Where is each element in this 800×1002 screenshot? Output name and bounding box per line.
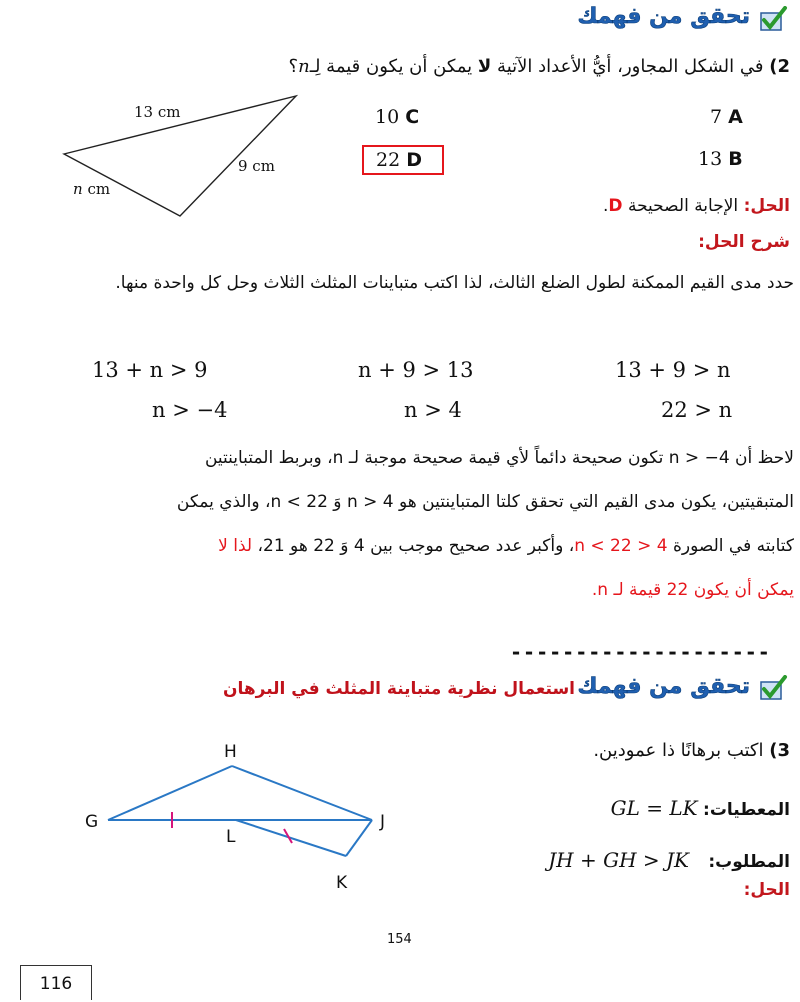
vertex-h: H [224,742,237,762]
answer-label: الحل: [743,196,790,216]
question-2 [90,56,790,77]
question-not: لا [477,56,492,77]
answer-dot: . [603,196,609,216]
question-mark: ؟ [288,56,299,77]
option-c: 10 C [375,106,420,128]
inequality-3: 13 + 9 > n [615,358,731,382]
para-line-3: كتابته في الصورة 4 < n < 22، وأكبر عدد صحيح موجب بين 4 وَ 22 هو 21، لذا لا [218,536,794,556]
para-line-1: لاحظ أن n > −4 تكون صحيحة دائماً لأي قيمة صحيحة موجبة لـ n، وبربط المتباينتين [204,448,794,468]
divider: -------------------- [510,640,771,664]
prove-value: JH + GH > JK [548,848,689,872]
prove-label: المطلوب: [708,852,790,872]
section-heading: تحقق من فهمك [577,4,750,29]
inequality-1: 13 + n > 9 [92,358,208,382]
question-var: n [298,56,310,77]
section-heading-2: تحقق من فهمك [577,674,750,699]
prove-line [548,848,790,872]
given-line [611,796,790,820]
explain-label: شرح الحل: [698,232,790,252]
checkbox-check-icon-2 [758,675,788,701]
answer-line [603,196,790,216]
explain-paragraph [4,436,794,612]
vertex-l: L [226,827,236,847]
side-label-top: 13 cm [134,103,181,121]
conclusion-highlight: لذا لا [218,536,253,556]
answer-text: الإجابة الصحيحة [627,196,739,216]
answer-letter: D [608,196,623,216]
side-label-left: n cm [73,180,111,198]
inequality-4: n > −4 [152,398,228,422]
proof-figure [70,710,410,890]
solution-label: الحل: [743,880,790,900]
side-label-right: 9 cm [238,157,275,175]
option-b: 13 B [698,148,743,170]
question-3: 3) اكتب برهانًا ذا عمودين. [593,740,790,761]
question-tail: يمكن أن يكون قيمة لِـ [309,56,473,77]
checkbox-check-icon [758,6,788,32]
option-a: 7 A [710,106,743,128]
range-highlight: 4 < n < 22 [574,536,668,556]
vertex-j: J [380,812,386,832]
section-subheading: استعمال نظرية متباينة المثلث في البرهان [222,679,575,699]
option-d-selected: 22 D [362,145,444,175]
given-label: المعطيات: [703,800,790,820]
para-line-4: يمكن أن يكون 22 قيمة لـ n. [591,580,794,600]
inequality-2: n + 9 > 13 [358,358,474,382]
inequality-6: 22 > n [661,398,733,422]
page-number: 154 [387,932,412,947]
explain-text: حدد مدى القيم الممكنة لطول الضلع الثالث، لذا اكتب متباينات المثلث الثلاث وحل كل واحدة منها. [115,273,794,293]
para-line-2: المتبقيتين، يكون مدى القيم التي تحقق كلتا المتباينتين هو n > 4 وَ n < 22، والذي يمكن [176,492,794,512]
vertex-k: K [336,873,348,893]
vertex-g: G [85,812,99,832]
question-text: في الشكل المجاور، أيُّ الأعداد الآتية [497,56,764,77]
box-number: 116 [20,965,92,1000]
inequality-5: n > 4 [404,398,462,422]
question-number: 2) [769,56,790,77]
given-value: GL = LK [610,796,698,820]
